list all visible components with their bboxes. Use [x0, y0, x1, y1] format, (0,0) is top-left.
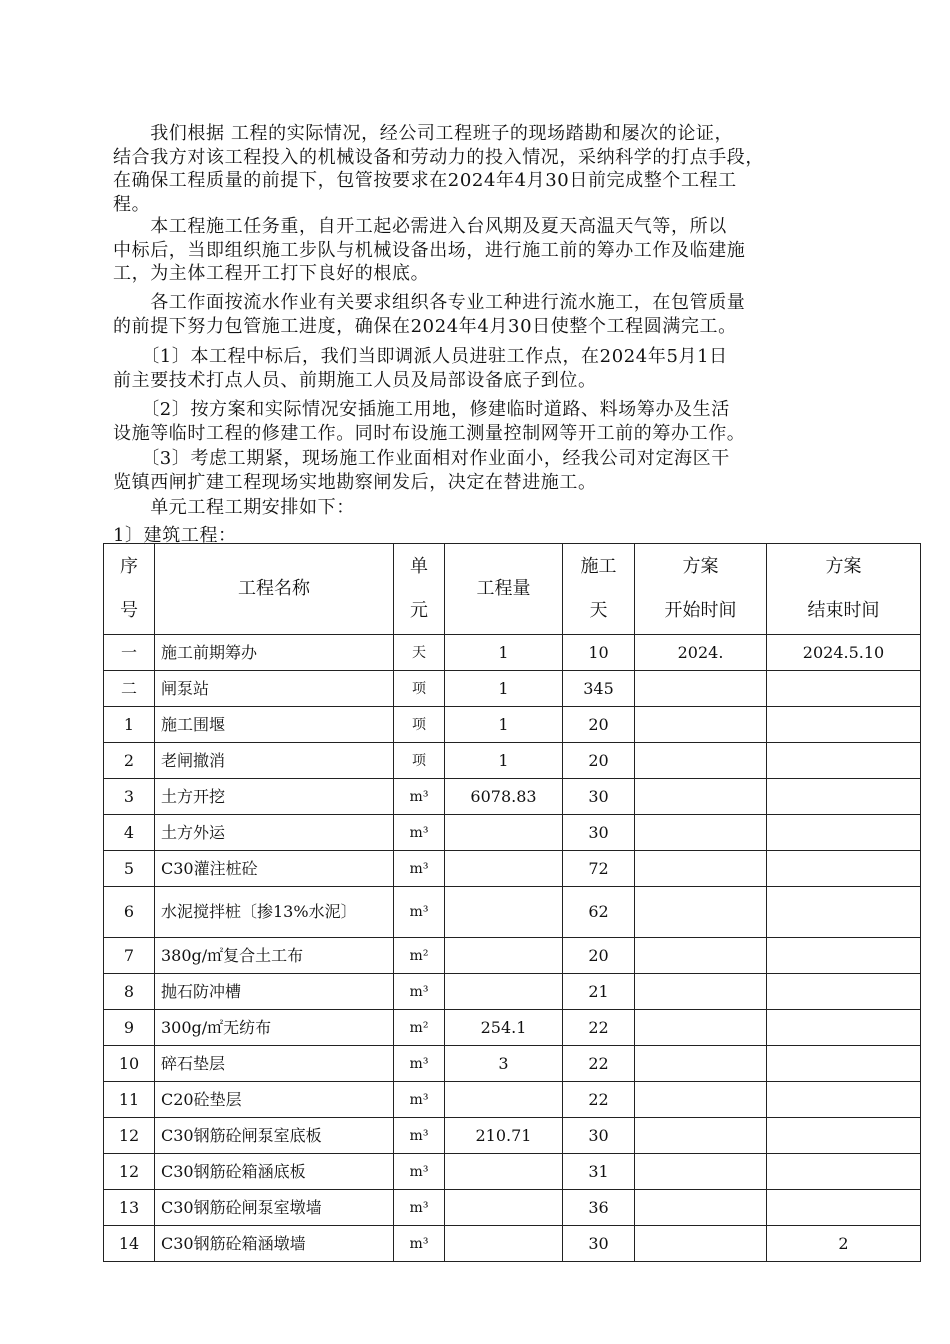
paragraph-line: 前主要技术打点人员、前期施工人员及局部设备底子到位。 — [113, 369, 597, 391]
table-row — [104, 887, 921, 938]
paragraph-line: 各工作面按流水作业有关要求组织各专业工种进行流水施工，在包管质量 — [113, 292, 746, 313]
cell-no: 13 — [104, 1190, 155, 1226]
paragraph-line: 中标后，当即组织施工步队与机械设备出场，进行施工前的筹办工作及临建施 — [113, 239, 746, 261]
cell-no: 2 — [104, 743, 155, 779]
cell-end — [767, 1046, 921, 1082]
table-row — [104, 1190, 921, 1226]
paragraph — [113, 398, 893, 445]
cell-end — [767, 1118, 921, 1154]
cell-name: C20砼垫层 — [155, 1082, 394, 1118]
cell-qty: 3 — [445, 1046, 563, 1082]
cell-name: 闸泵站 — [155, 671, 394, 707]
table-row — [104, 1226, 921, 1262]
cell-qty — [445, 887, 563, 938]
cell-qty: 210.71 — [445, 1118, 563, 1154]
cell-unit: m² — [394, 1010, 445, 1046]
cell-days: 36 — [563, 1190, 635, 1226]
cell-unit: m³ — [394, 1154, 445, 1190]
cell-no: 二 — [104, 671, 155, 707]
paragraph — [113, 291, 893, 338]
cell-no: 3 — [104, 779, 155, 815]
cell-start — [635, 815, 767, 851]
cell-start — [635, 1046, 767, 1082]
paragraph-line: 〔2〕按方案和实际情况安插施工用地，修建临时道路、料场筹办及生活 — [113, 399, 730, 420]
table-row — [104, 938, 921, 974]
table-row — [104, 1118, 921, 1154]
paragraph-line: 结合我方对该工程投入的机械设备和劳动力的投入情况，采纳科学的打点手段， — [113, 146, 764, 168]
cell-name: 水泥搅拌桩〔掺13%水泥〕 — [155, 887, 394, 938]
header-start — [635, 544, 767, 635]
header-qty: 工程量 — [445, 544, 563, 635]
cell-start — [635, 671, 767, 707]
paragraph — [113, 345, 893, 392]
paragraph — [113, 447, 893, 494]
cell-end — [767, 1190, 921, 1226]
table-row — [104, 779, 921, 815]
cell-start — [635, 1154, 767, 1190]
cell-start — [635, 938, 767, 974]
cell-unit: m³ — [394, 1118, 445, 1154]
cell-start — [635, 851, 767, 887]
cell-unit: 天 — [394, 635, 445, 671]
cell-unit: 项 — [394, 671, 445, 707]
table-row — [104, 1046, 921, 1082]
cell-end — [767, 974, 921, 1010]
cell-name: C30钢筋砼箱涵墩墙 — [155, 1226, 394, 1262]
cell-no: 5 — [104, 851, 155, 887]
cell-name: 土方外运 — [155, 815, 394, 851]
cell-start — [635, 743, 767, 779]
cell-end — [767, 887, 921, 938]
header-unit — [394, 544, 445, 635]
cell-name: C30钢筋砼闸泵室底板 — [155, 1118, 394, 1154]
cell-end — [767, 779, 921, 815]
table-row — [104, 1154, 921, 1190]
cell-no: 1 — [104, 707, 155, 743]
cell-end — [767, 671, 921, 707]
cell-qty — [445, 851, 563, 887]
cell-start — [635, 1118, 767, 1154]
header-name: 工程名称 — [155, 544, 394, 635]
cell-qty — [445, 815, 563, 851]
cell-start — [635, 1010, 767, 1046]
cell-end — [767, 743, 921, 779]
cell-days: 30 — [563, 779, 635, 815]
cell-days: 30 — [563, 815, 635, 851]
cell-end — [767, 1154, 921, 1190]
cell-end — [767, 707, 921, 743]
cell-qty: 1 — [445, 635, 563, 671]
cell-qty: 254.1 — [445, 1010, 563, 1046]
cell-qty — [445, 1226, 563, 1262]
cell-name: C30灌注桩砼 — [155, 851, 394, 887]
header-no — [104, 544, 155, 635]
cell-days: 20 — [563, 743, 635, 779]
cell-end — [767, 815, 921, 851]
cell-no: 10 — [104, 1046, 155, 1082]
header-end-line2: 结束时间 — [807, 600, 880, 621]
cell-days: 62 — [563, 887, 635, 938]
cell-days: 31 — [563, 1154, 635, 1190]
cell-end — [767, 851, 921, 887]
cell-start — [635, 887, 767, 938]
header-end-line1: 方案 — [825, 556, 862, 577]
header-end — [767, 544, 921, 635]
table-row — [104, 851, 921, 887]
cell-days: 30 — [563, 1226, 635, 1262]
cell-days: 10 — [563, 635, 635, 671]
cell-qty — [445, 974, 563, 1010]
paragraph-line: 单元工程工期安排如下： — [113, 497, 355, 518]
cell-end — [767, 1082, 921, 1118]
cell-no: 7 — [104, 938, 155, 974]
cell-no: 12 — [104, 1118, 155, 1154]
cell-unit: m³ — [394, 1190, 445, 1226]
table-row — [104, 635, 921, 671]
cell-start — [635, 779, 767, 815]
cell-name: 碎石垫层 — [155, 1046, 394, 1082]
cell-qty — [445, 1190, 563, 1226]
cell-start — [635, 1190, 767, 1226]
cell-no: 14 — [104, 1226, 155, 1262]
cell-qty: 6078.83 — [445, 779, 563, 815]
cell-name: C30钢筋砼闸泵室墩墙 — [155, 1190, 394, 1226]
cell-days: 20 — [563, 707, 635, 743]
header-no-line1: 序 — [120, 556, 138, 577]
cell-start — [635, 707, 767, 743]
cell-start — [635, 974, 767, 1010]
section-title: 1〕建筑工程： — [113, 525, 237, 546]
cell-name: 土方开挖 — [155, 779, 394, 815]
cell-no: 4 — [104, 815, 155, 851]
cell-days: 21 — [563, 974, 635, 1010]
cell-days: 20 — [563, 938, 635, 974]
paragraph-line: 〔1〕本工程中标后，我们当即调派人员进驻工作点，在2024年5月1日 — [113, 346, 728, 367]
table-row — [104, 671, 921, 707]
cell-days: 22 — [563, 1082, 635, 1118]
header-start-line2: 开始时间 — [664, 600, 737, 621]
header-unit-line1: 单 — [410, 556, 428, 577]
paragraph — [113, 122, 893, 216]
cell-days: 345 — [563, 671, 635, 707]
cell-no: 11 — [104, 1082, 155, 1118]
cell-name: 老闸撤消 — [155, 743, 394, 779]
paragraph-line: 览镇西闸扩建工程现场实地勘察闸发后，决定在替进施工。 — [113, 471, 597, 493]
cell-unit: m³ — [394, 815, 445, 851]
cell-end — [767, 938, 921, 974]
header-no-line2: 号 — [120, 600, 138, 621]
table-row — [104, 1082, 921, 1118]
paragraph-line: 程。 — [113, 193, 151, 215]
paragraph — [113, 215, 893, 286]
cell-no: 一 — [104, 635, 155, 671]
cell-days: 30 — [563, 1118, 635, 1154]
cell-no: 9 — [104, 1010, 155, 1046]
cell-qty — [445, 1154, 563, 1190]
cell-name: 300g/㎡无纺布 — [155, 1010, 394, 1046]
paragraph-line: 设施等临时工程的修建工作。同时布设施工测量控制网等开工前的筹办工作。 — [113, 422, 746, 444]
cell-start: 2024. — [635, 635, 767, 671]
cell-unit: m³ — [394, 1226, 445, 1262]
header-days — [563, 544, 635, 635]
cell-unit: m³ — [394, 887, 445, 938]
schedule-table — [103, 543, 921, 1262]
header-start-line1: 方案 — [682, 556, 719, 577]
cell-name: 380g/㎡复合土工布 — [155, 938, 394, 974]
table-body — [104, 635, 921, 1262]
cell-qty: 1 — [445, 707, 563, 743]
cell-unit: m³ — [394, 1082, 445, 1118]
paragraph-line: 我们根据 工程的实际情况，经公司工程班子的现场踏勘和屡次的论证， — [113, 123, 734, 144]
cell-no: 12 — [104, 1154, 155, 1190]
paragraph-line: 〔3〕考虑工期紧，现场施工作业面相对作业面小，经我公司对定海区干 — [113, 448, 730, 469]
table-row — [104, 707, 921, 743]
table-row — [104, 743, 921, 779]
cell-name: 施工前期筹办 — [155, 635, 394, 671]
cell-start — [635, 1226, 767, 1262]
cell-no: 8 — [104, 974, 155, 1010]
table-row — [104, 974, 921, 1010]
cell-unit: m³ — [394, 1046, 445, 1082]
cell-qty: 1 — [445, 743, 563, 779]
cell-end: 2 — [767, 1226, 921, 1262]
header-unit-line2: 元 — [410, 600, 428, 621]
table-row — [104, 815, 921, 851]
cell-name: 施工围堰 — [155, 707, 394, 743]
cell-start — [635, 1082, 767, 1118]
paragraph-line: 工，为主体工程开工打下良好的根底。 — [113, 263, 430, 284]
cell-days: 22 — [563, 1046, 635, 1082]
cell-days: 72 — [563, 851, 635, 887]
paragraph-line: 的前提下努力包管施工进度，确保在2024年4月30日使整个工程圆满完工。 — [113, 315, 737, 337]
paragraph-line: 本工程施工任务重，自开工起必需进入台风期及夏天高温天气等，所以 — [113, 216, 727, 237]
table-row — [104, 1010, 921, 1046]
cell-unit: m² — [394, 938, 445, 974]
cell-qty — [445, 1082, 563, 1118]
cell-no: 6 — [104, 887, 155, 938]
cell-name: C30钢筋砼箱涵底板 — [155, 1154, 394, 1190]
paragraph-line: 在确保工程质量的前提下，包管按要求在2024年4月30日前完成整个工程工 — [113, 170, 737, 191]
cell-unit: m³ — [394, 974, 445, 1010]
paragraph — [113, 496, 893, 520]
header-days-line2: 天 — [589, 600, 608, 621]
table-header-row — [104, 544, 921, 635]
cell-end: 2024.5.10 — [767, 635, 921, 671]
cell-unit: 项 — [394, 743, 445, 779]
cell-qty — [445, 938, 563, 974]
cell-qty: 1 — [445, 671, 563, 707]
cell-days: 22 — [563, 1010, 635, 1046]
cell-name: 抛石防冲槽 — [155, 974, 394, 1010]
cell-unit: m³ — [394, 779, 445, 815]
cell-unit: 项 — [394, 707, 445, 743]
header-days-line1: 施工 — [580, 556, 617, 577]
cell-unit: m³ — [394, 851, 445, 887]
cell-end — [767, 1010, 921, 1046]
